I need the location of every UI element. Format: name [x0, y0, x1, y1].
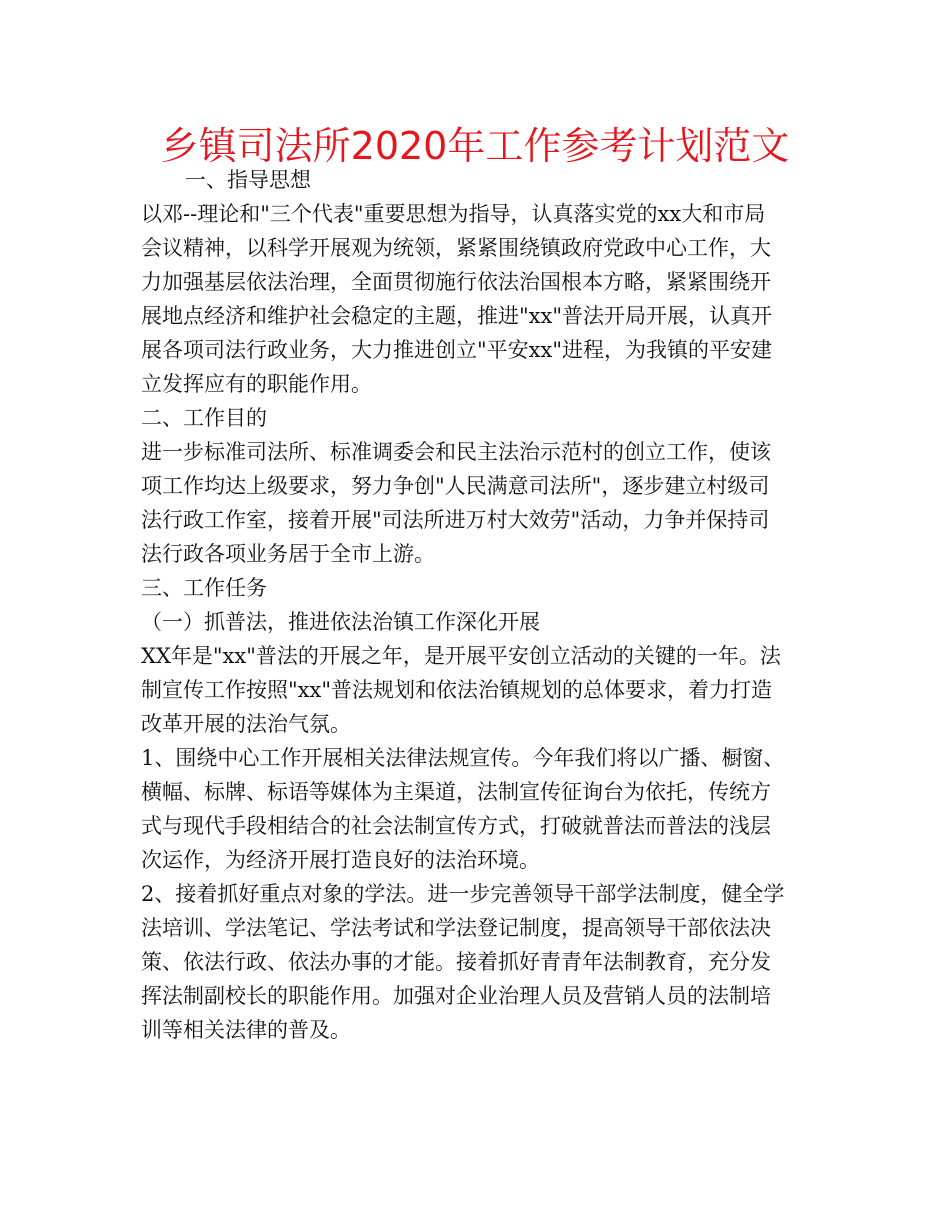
- paragraph-line: 进一步标准司法所、标准调委会和民主法治示范村的创立工作，使该: [141, 440, 771, 464]
- paragraph-line: 横幅、标牌、标语等媒体为主渠道，法制宣传征询台为依托，传统方: [141, 780, 771, 804]
- paragraph-line: 展地点经济和维护社会稳定的主题，推进"xx"普法开局开展，认真开: [141, 304, 773, 328]
- subsection-heading: （一）抓普法，推进依法治镇工作深化开展: [141, 610, 540, 634]
- paragraph-line: 次运作，为经济开展打造良好的法治环境。: [141, 848, 540, 872]
- paragraph-line: 立发挥应有的职能作用。: [141, 372, 372, 396]
- paragraph-line: 力加强基层依法治理，全面贯彻施行依法治国根本方略，紧紧围绕开: [141, 270, 771, 294]
- paragraph-line: 挥法制副校长的职能作用。加强对企业治理人员及营销人员的法制培: [141, 984, 771, 1008]
- paragraph-line: 式与现代手段相结合的社会法制宣传方式，打破就普法而普法的浅层: [141, 814, 771, 838]
- paragraph-line: 项工作均达上级要求，努力争创"人民满意司法所"，逐步建立村级司: [141, 474, 770, 498]
- document-title: 乡镇司法所2020年工作参考计划范文: [160, 124, 790, 168]
- section-heading-guiding-thought: 一、指导思想: [185, 168, 311, 192]
- paragraph-line: 以邓--理论和"三个代表"重要思想为指导，认真落实党的xx大和市局: [141, 202, 766, 226]
- section-heading-work-goal: 二、工作目的: [141, 406, 267, 430]
- paragraph-line: 1、围绕中心工作开展相关法律法规宣传。今年我们将以广播、橱窗、: [141, 746, 785, 770]
- paragraph-line: 法培训、学法笔记、学法考试和学法登记制度，提高领导干部依法决: [141, 916, 771, 940]
- paragraph-line: 改革开展的法治气氛。: [141, 712, 351, 736]
- document-body: [141, 163, 821, 1047]
- paragraph-line: 训等相关法律的普及。: [141, 1018, 351, 1042]
- paragraph-line: 展各项司法行政业务，大力推进创立"平安xx"进程，为我镇的平安建: [141, 338, 773, 362]
- paragraph-line: 策、依法行政、依法办事的才能。接着抓好青青年法制教育，充分发: [141, 950, 771, 974]
- paragraph-line: 制宣传工作按照"xx"普法规划和依法治镇规划的总体要求，着力打造: [141, 678, 773, 702]
- paragraph-line: 会议精神，以科学开展观为统领，紧紧围绕镇政府党政中心工作，大: [141, 236, 771, 260]
- paragraph-line: 法行政工作室，接着开展"司法所进万村大效劳"活动，力争并保持司: [141, 508, 770, 532]
- section-heading-work-tasks: 三、工作任务: [141, 576, 267, 600]
- paragraph-line: 2、接着抓好重点对象的学法。进一步完善领导干部学法制度，健全学: [141, 882, 785, 906]
- paragraph-line: 法行政各项业务居于全市上游。: [141, 542, 435, 566]
- paragraph-line: XX年是"xx"普法的开展之年，是开展平安创立活动的关键的一年。法: [141, 644, 781, 668]
